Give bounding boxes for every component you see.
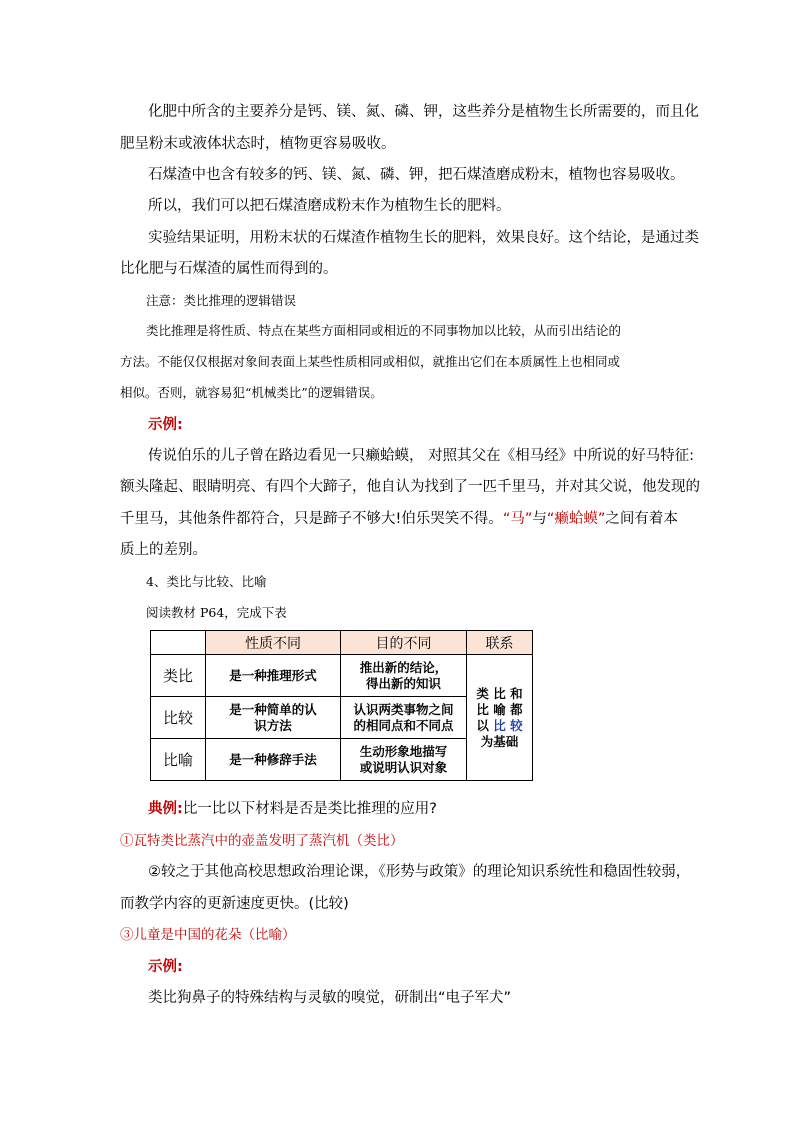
- relation-cell: [467, 655, 533, 781]
- table-header-blank: [151, 631, 206, 655]
- text-span: 与: [532, 511, 547, 527]
- highlight-toad: “癞蛤蟆”: [546, 511, 606, 527]
- cell-line: 得出新的知识: [365, 675, 441, 691]
- note-line: 方法。不能仅仅根据对象间表面上某些性质相同或相似，就推出它们在本质属性上也相同或: [120, 354, 621, 369]
- table-cell: [341, 697, 467, 739]
- text-line: [120, 509, 678, 529]
- cell-line: 生动形象地描写: [359, 743, 448, 759]
- cell-line: 推出新的结论，: [359, 659, 448, 675]
- cell-line: 为基础: [480, 733, 519, 749]
- paragraph-coal-slag: 石煤渣中也含有较多的钙、镁、氮、磷、钾，把石煤渣磨成粉末，植物也容易吸收。: [148, 167, 685, 183]
- note-line: 类比推理是将性质、特点在某些方面相同或相近的不同事物加以比较，从而引出结论的: [146, 323, 622, 338]
- cell-line: 或说明认识对象: [359, 759, 448, 775]
- cell-line: 的相同点和不同点: [353, 717, 454, 733]
- typical-example: [148, 799, 437, 819]
- paragraph-conclusion: 所以，我们可以把石煤渣磨成粉末作为植物生长的肥料。: [148, 198, 511, 214]
- text-line: 实验结果证明，用粉末状的石煤渣作植物生长的肥料，效果良好。这个结论，是通过类: [148, 230, 699, 246]
- cell-line: 认识两类事物之间: [353, 701, 454, 717]
- example-label: 示例:: [148, 959, 183, 975]
- example-dog-nose: 类比狗鼻子的特殊结构与灵敏的嗅觉，研制出“电子军犬”: [148, 990, 512, 1006]
- table-header: 目的不同: [341, 631, 467, 655]
- highlight-compare: 比 较: [493, 717, 523, 733]
- table-cell: 是一种推理形式: [206, 655, 341, 697]
- table-cell: [341, 655, 467, 697]
- cell-line: 类 比 和: [476, 685, 523, 701]
- cell-line: [467, 718, 532, 734]
- text-line: 传说伯乐的儿子曾在路边看见一只癞蛤蟆， 对照其父在《相马经》中所说的好马特征:: [148, 448, 694, 464]
- table-cell: 是一种修辞手法: [206, 739, 341, 781]
- table-header: 联系: [467, 631, 533, 655]
- text-span: 千里马，其他条件都符合，只是蹄子不够大!伯乐哭笑不得。: [120, 511, 503, 527]
- table-cell: [206, 697, 341, 739]
- table-row: [151, 655, 533, 697]
- highlight-horse: “马”: [502, 511, 533, 527]
- text-line: 比化肥与石煤渣的属性而得到的。: [120, 261, 338, 277]
- note-title: 注意：类比推理的逻辑错误: [146, 293, 297, 308]
- comparison-table: [150, 630, 533, 781]
- section-instruction: 阅读教材 P64，完成下表: [146, 605, 287, 620]
- row-label: 比较: [151, 697, 206, 739]
- section-heading: 4、类比与比较、比喻: [146, 574, 267, 589]
- text-span: 之间有着本: [605, 511, 678, 527]
- cell-line: 是一种简单的认: [229, 701, 317, 717]
- text-line: 肥呈粉末或液体状态时，植物更容易吸收。: [120, 136, 396, 152]
- typical-text: 比一比以下材料是否是类比推理的应用?: [182, 801, 438, 817]
- cell-line: 比 喻 都: [476, 701, 523, 717]
- row-label: 类比: [151, 655, 206, 697]
- text-line: 质上的差别。: [120, 542, 207, 558]
- text-line: 额头隆起、眼睛明亮、有四个大蹄子，他自认为找到了一匹千里马，并对其父说，他发现的: [120, 479, 700, 495]
- note-line: 相似。否则，就容易犯“机械类比”的逻辑错误。: [120, 385, 383, 400]
- table-header: 性质不同: [206, 631, 341, 655]
- typical-label: 典例:: [148, 801, 183, 817]
- text-line: 化肥中所含的主要养分是钙、镁、氮、磷、钾，这些养分是植物生长所需要的，而且化: [148, 104, 699, 120]
- example-label: 示例:: [148, 417, 183, 433]
- text-line: 而教学内容的更新速度更快。(比较): [120, 896, 349, 912]
- item-3: ③儿童是中国的花朵（比喻）: [120, 927, 296, 943]
- text-line: ②较之于其他高校思想政治理论课，《形势与政策》的理论知识系统性和稳固性较弱，: [148, 864, 691, 880]
- table-cell: [341, 739, 467, 781]
- cell-line: 识方法: [254, 717, 292, 733]
- item-1: ①瓦特类比蒸汽中的壶盖发明了蒸汽机（类比）: [120, 833, 404, 849]
- cell-text: 以: [476, 717, 489, 733]
- row-label: 比喻: [151, 739, 206, 781]
